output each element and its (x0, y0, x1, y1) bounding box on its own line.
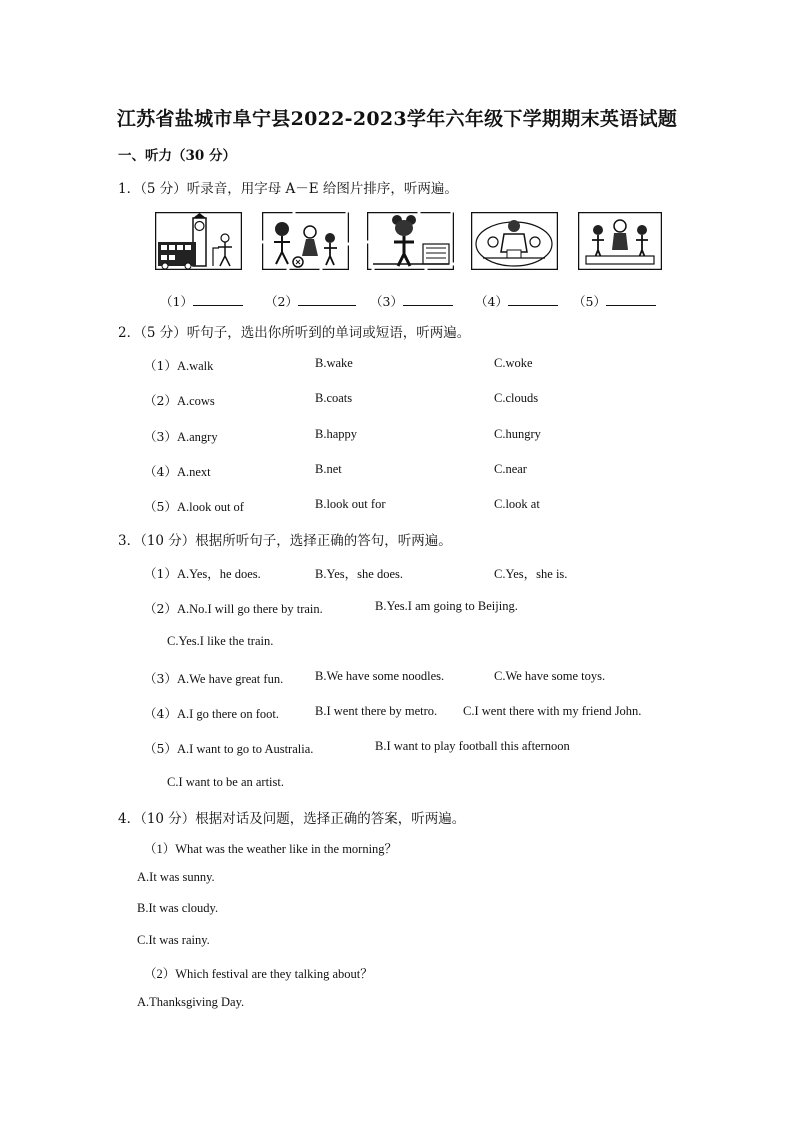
q3-option[interactable]: A.We have great fun. (176, 672, 284, 686)
blank-label-3: （3） (370, 294, 403, 309)
answer-blank-2[interactable] (265, 292, 356, 310)
answer-blank-4[interactable] (475, 292, 558, 310)
question-4-stem: 4．（10 分）根据对话及问题，选择正确的答案，听两遍。 (118, 811, 466, 827)
q3-item-4: （4）A.I go there on foot. (144, 706, 280, 721)
q2-item-1: （1）A.walk (144, 358, 214, 373)
q3-option[interactable]: B.I went there by metro. (315, 704, 438, 718)
section-heading-listening: 一、听力（30 分） (118, 148, 236, 164)
q3-option[interactable]: C.Yes.I like the train. (167, 634, 274, 648)
q3-option[interactable]: A.I want to go to Australia. (176, 742, 314, 756)
picture-c-mouse-figure (367, 212, 454, 270)
answer-blank-3[interactable] (370, 292, 453, 310)
q3-option[interactable]: C.Yes，she is. (494, 567, 568, 581)
picture-b-children-playing (262, 212, 349, 270)
q2-item-5: （5）A.look out of (144, 499, 244, 514)
blank-label-5: （5） (573, 294, 606, 309)
q3-option[interactable]: A.No.I will go there by train. (176, 602, 323, 616)
q2-option[interactable]: B.net (315, 462, 342, 476)
q2-option[interactable]: B.wake (315, 356, 353, 370)
q2-option[interactable]: A.angry (176, 430, 218, 444)
q2-option[interactable]: C.woke (494, 356, 533, 370)
q2-option[interactable]: B.look out for (315, 497, 386, 511)
q4-option[interactable]: C.It was rainy. (137, 933, 210, 947)
q4-option[interactable]: A.Thanksgiving Day. (137, 995, 245, 1009)
q2-option[interactable]: A.cows (176, 394, 215, 408)
answer-blank-5[interactable] (573, 292, 656, 310)
q2-option[interactable]: B.coats (315, 391, 353, 405)
blank-label-2: （2） (265, 294, 298, 309)
q2-item-2: （2）A.cows (144, 393, 215, 408)
answer-blank-1[interactable] (160, 292, 243, 310)
q2-option[interactable]: B.happy (315, 427, 358, 441)
q3-option[interactable]: C.I went there with my friend John. (463, 704, 642, 718)
q2-option[interactable]: C.clouds (494, 391, 539, 405)
q2-option[interactable]: C.hungry (494, 427, 541, 441)
q2-option[interactable]: C.near (494, 462, 527, 476)
q2-option[interactable]: C.look at (494, 497, 540, 511)
q3-option[interactable]: B.Yes，she does. (315, 567, 403, 581)
q2-item-3: （3）A.angry (144, 429, 218, 444)
question-1-stem: 1．（5 分）听录音，用字母 A－E 给图片排序，听两遍。 (118, 181, 458, 197)
page-title: 江苏省盐城市阜宁县2022-2023学年六年级下学期期末英语试题 (116, 108, 678, 130)
q3-option[interactable]: B.We have some noodles. (315, 669, 445, 683)
picture-e-children-gathering (578, 212, 662, 270)
q2-option[interactable]: A.walk (176, 359, 214, 373)
picture-d-family-reading (471, 212, 558, 270)
q4-sub-question-1: （1）What was the weather like in the morning？ (144, 842, 398, 856)
picture-a-london-bus (155, 212, 242, 270)
q3-item-1: （1）A.Yes，he does. (144, 566, 261, 581)
q4-sub-question-2: （2）Which festival are they talking about？ (144, 967, 373, 981)
q3-option[interactable]: A.I go there on foot. (176, 707, 280, 721)
question-3-stem: 3．（10 分）根据所听句子，选择正确的答句，听两遍。 (118, 533, 452, 549)
q3-option[interactable]: B.I want to play football this afternoon (375, 739, 570, 753)
q3-option[interactable]: C.I want to be an artist. (167, 775, 284, 789)
blank-label-1: （1） (160, 294, 193, 309)
blank-label-4: （4） (475, 294, 508, 309)
q3-item-3: （3）A.We have great fun. (144, 671, 284, 686)
q3-option[interactable]: C.We have some toys. (494, 669, 606, 683)
q3-item-5: （5）A.I want to go to Australia. (144, 741, 314, 756)
q3-option[interactable]: A.Yes，he does. (176, 567, 261, 581)
q4-option[interactable]: A.It was sunny. (137, 870, 215, 884)
q2-option[interactable]: A.next (176, 465, 211, 479)
q3-item-2: （2）A.No.I will go there by train. (144, 601, 323, 616)
q3-option[interactable]: B.Yes.I am going to Beijing. (375, 599, 518, 613)
q4-option[interactable]: B.It was cloudy. (137, 901, 219, 915)
q2-item-4: （4）A.next (144, 464, 211, 479)
q2-option[interactable]: A.look out of (176, 500, 244, 514)
question-2-stem: 2．（5 分）听句子，选出你所听到的单词或短语，听两遍。 (118, 325, 471, 341)
